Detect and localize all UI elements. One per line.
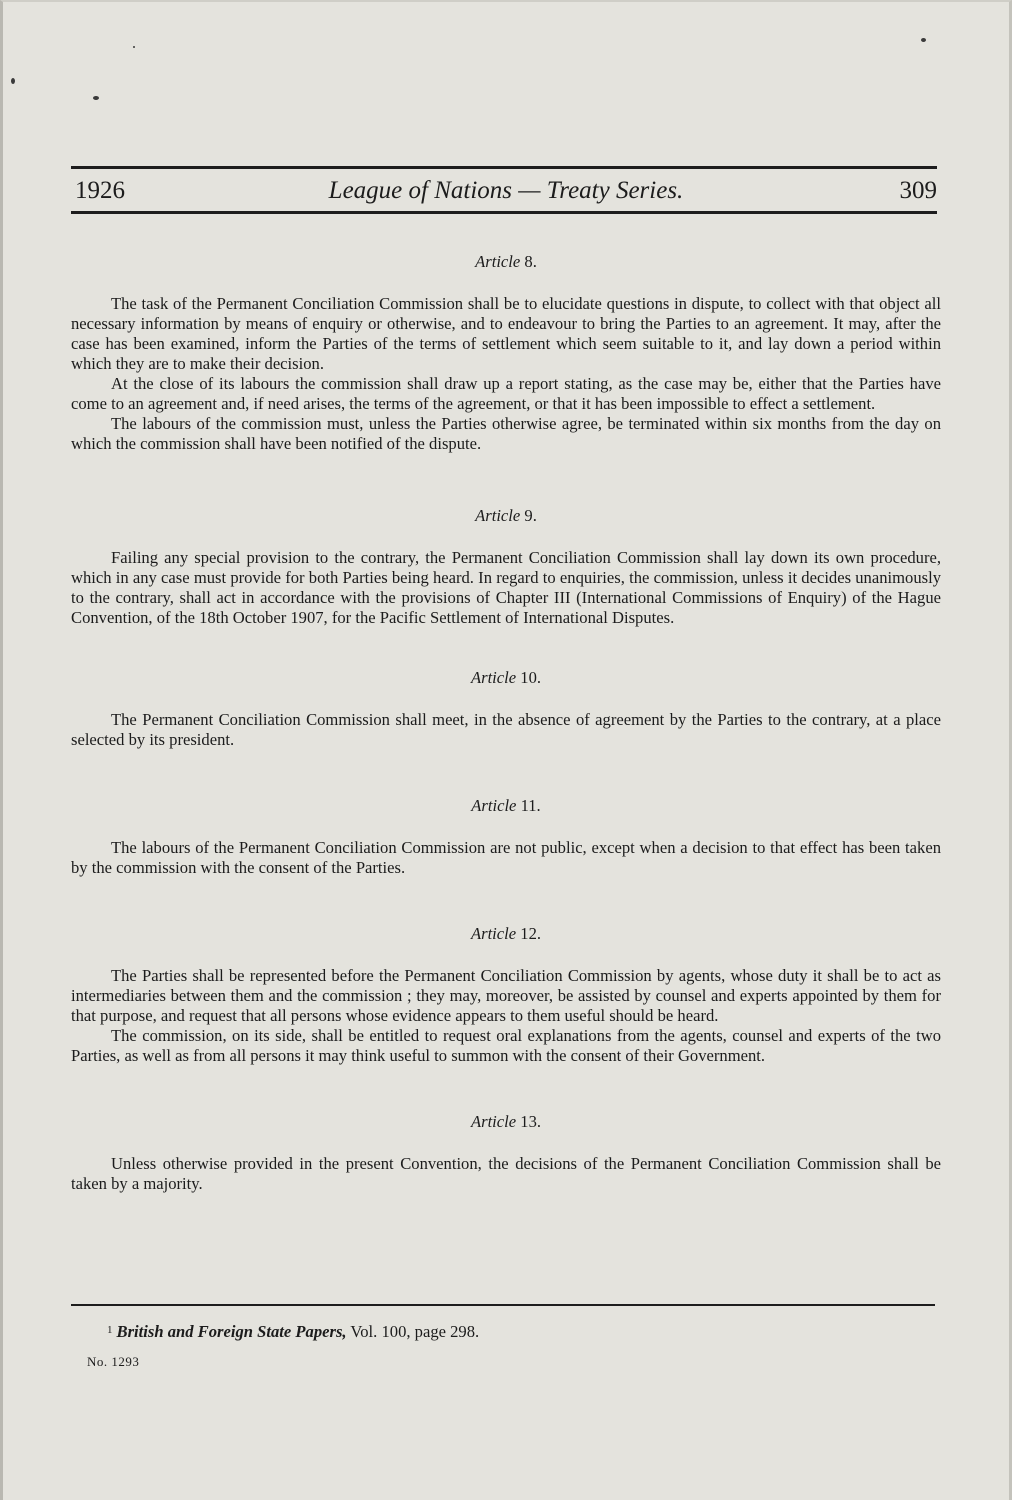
header-title: League of Nations — Treaty Series. (328, 177, 684, 204)
article-8 (71, 252, 941, 454)
article-12 (71, 924, 941, 1066)
paragraph: Failing any special provision to the contrary, the Permanent Conciliation Commission shall lay down its own procedure, which in any case must provide for both Parties being heard. In regard to enquiries, the commission, unless it decides unanimously to the contrary, shall act in accordance with the provisions of Chapter III (International Commissions of Enquiry) of the Hague Convention, of the 18th October 1907, for the Pacific Settlement of International Disputes. (71, 548, 941, 627)
footnote-marker: 1 (107, 1324, 113, 1336)
running-header (75, 174, 937, 208)
article-9 (71, 506, 941, 628)
footnote-rule (71, 1304, 935, 1306)
footnote-source: British and Foreign State Papers, (116, 1322, 347, 1341)
article-heading: Article 11. (471, 796, 541, 815)
footnote-reference: Vol. 100, page 298. (350, 1322, 480, 1341)
page-number: 309 (899, 177, 937, 204)
article-heading: Article 8. (475, 252, 537, 271)
header-year: 1926 (75, 177, 125, 204)
article-heading: Article 9. (475, 506, 537, 525)
article-13 (71, 1112, 941, 1194)
article-10 (71, 668, 941, 750)
paragraph: Unless otherwise provided in the present Convention, the decisions of the Permanent Conciliation Commission shall be taken by a majority. (71, 1154, 941, 1193)
paragraph: The Parties shall be represented before the Permanent Conciliation Commission by agents, whose duty it shall be to act as intermediaries between them and the commission ; they may, moreover, be assisted by counsel and experts appointed by them for that purpose, and request that all persons whose evidence appears to them useful should be heard. (71, 966, 941, 1025)
paragraph: The labours of the Permanent Conciliation Commission are not public, except when a decision to that effect has been taken by the commission with the consent of the Parties. (71, 838, 941, 877)
document-number: No. 1293 (87, 1354, 140, 1369)
article-heading: Article 10. (470, 668, 542, 687)
paragraph: The Permanent Conciliation Commission shall meet, in the absence of agreement by the Parties to the contrary, at a place selected by its president. (71, 710, 941, 749)
article-11 (71, 796, 941, 878)
footnote (107, 1322, 479, 1342)
paragraph: At the close of its labours the commission shall draw up a report stating, as the case may be, either that the Parties have come to an agreement and, if need arises, the terms of the agreement, or that it has been impossible to effect a settlement. (71, 374, 941, 413)
paragraph: The commission, on its side, shall be entitled to request oral explanations from the agents, counsel and experts of the two Parties, as well as from all persons it may think useful to summon with the consent of their Government. (71, 1026, 941, 1065)
header-rule-bottom (71, 211, 937, 214)
document-body (71, 252, 941, 1194)
article-heading: Article 13. (470, 1112, 542, 1131)
article-heading: Article 12. (470, 924, 542, 943)
header-rule-top (71, 166, 937, 169)
paragraph: The labours of the commission must, unless the Parties otherwise agree, be terminated within six months from the day on which the commission shall have been notified of the dispute. (71, 414, 941, 453)
paragraph: The task of the Permanent Conciliation Commission shall be to elucidate questions in dispute, to collect with that object all necessary information by means of enquiry or otherwise, and to endeavour to bring the Parties to an agreement. It may, after the case has been examined, inform the Parties of the terms of settlement which seem suitable to it, and lay down a period within which they are to make their decision. (71, 294, 941, 373)
